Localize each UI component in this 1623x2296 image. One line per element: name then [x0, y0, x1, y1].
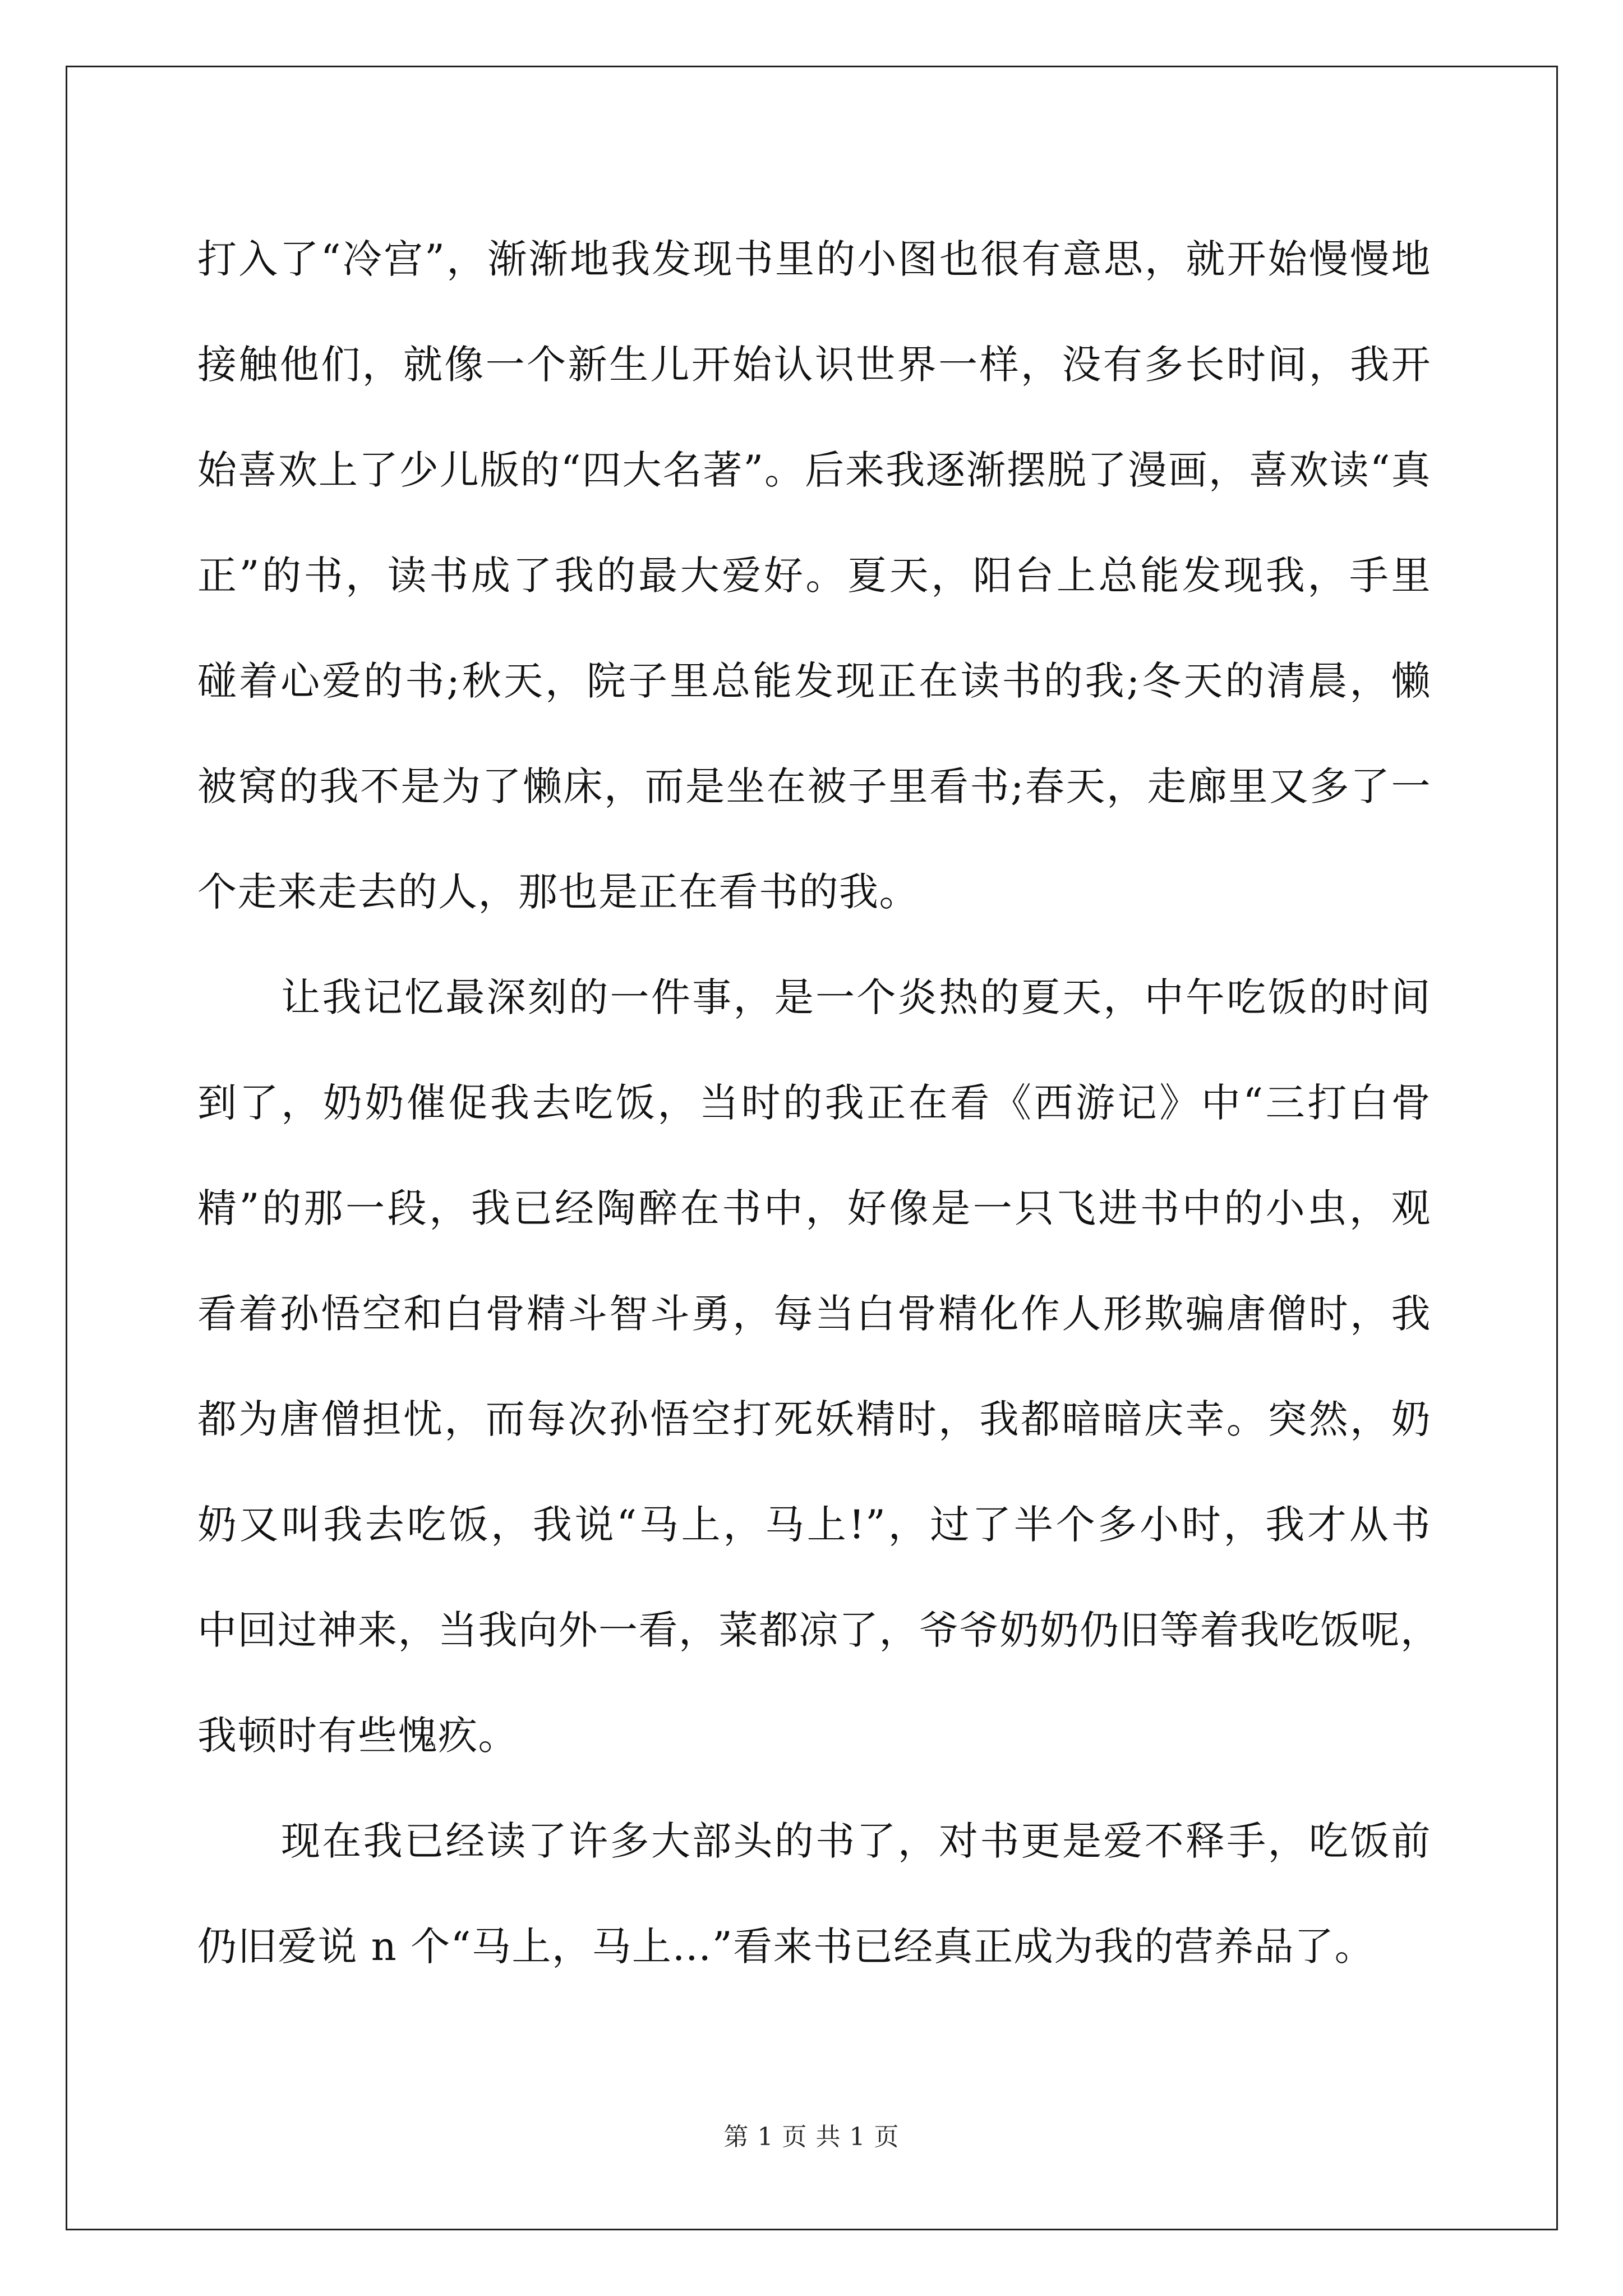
paragraph-1 — [197, 206, 1431, 945]
text-line: 始喜欢上了少儿版的“四大名著”。后来我逐渐摆脱了漫画，喜欢读“真 — [197, 447, 1431, 493]
text-line: 碰着心爱的书;秋天，院子里总能发现正在读书的我;冬天的清晨，懒 — [197, 658, 1431, 704]
text-line: 被窝的我不是为了懒床，而是坐在被子里看书;春天，走廊里又多了一 — [197, 763, 1431, 809]
text-line: 打入了“冷宫”，渐渐地我发现书里的小图也很有意思，就开始慢慢地 — [197, 236, 1431, 282]
text-line: 仍旧爱说 n 个“马上，马上…”看来书已经真正成为我的营养品了。 — [197, 1924, 1375, 1970]
text-line: 我顿时有些愧疚。 — [197, 1713, 518, 1759]
page-number: 第 1 页 共 1 页 — [723, 2123, 900, 2151]
text-line: 看着孙悟空和白骨精斗智斗勇，每当白骨精化作人形欺骗唐僧时，我 — [197, 1291, 1431, 1337]
text-line: 精”的那一段，我已经陶醉在书中，好像是一只飞进书中的小虫，观 — [197, 1185, 1431, 1231]
text-line: 中回过神来，当我向外一看，菜都凉了，爷爷奶奶仍旧等着我吃饭呢， — [197, 1607, 1441, 1653]
text-line: 接触他们，就像一个新生儿开始认识世界一样，没有多长时间，我开 — [197, 342, 1431, 388]
paragraph-2 — [197, 945, 1441, 1788]
text-line: 个走来走去的人，那也是正在看书的我。 — [197, 869, 919, 915]
text-line: 正”的书，读书成了我的最大爱好。夏天，阳台上总能发现我，手里 — [197, 553, 1431, 599]
text-line: 让我记忆最深刻的一件事，是一个炎热的夏天，中午吃饭的时间 — [281, 974, 1431, 1020]
document-body — [197, 206, 1441, 1999]
text-line: 到了，奶奶催促我去吃饭，当时的我正在看《西游记》中“三打白骨 — [197, 1080, 1431, 1126]
paragraph-3 — [197, 1788, 1431, 1999]
text-line: 奶又叫我去吃饭，我说“马上，马上!”，过了半个多小时，我才从书 — [197, 1502, 1431, 1548]
text-line: 现在我已经读了许多大部头的书了，对书更是爱不释手，吃饭前 — [281, 1818, 1431, 1864]
text-line: 都为唐僧担忧，而每次孙悟空打死妖精时，我都暗暗庆幸。突然，奶 — [197, 1396, 1431, 1442]
